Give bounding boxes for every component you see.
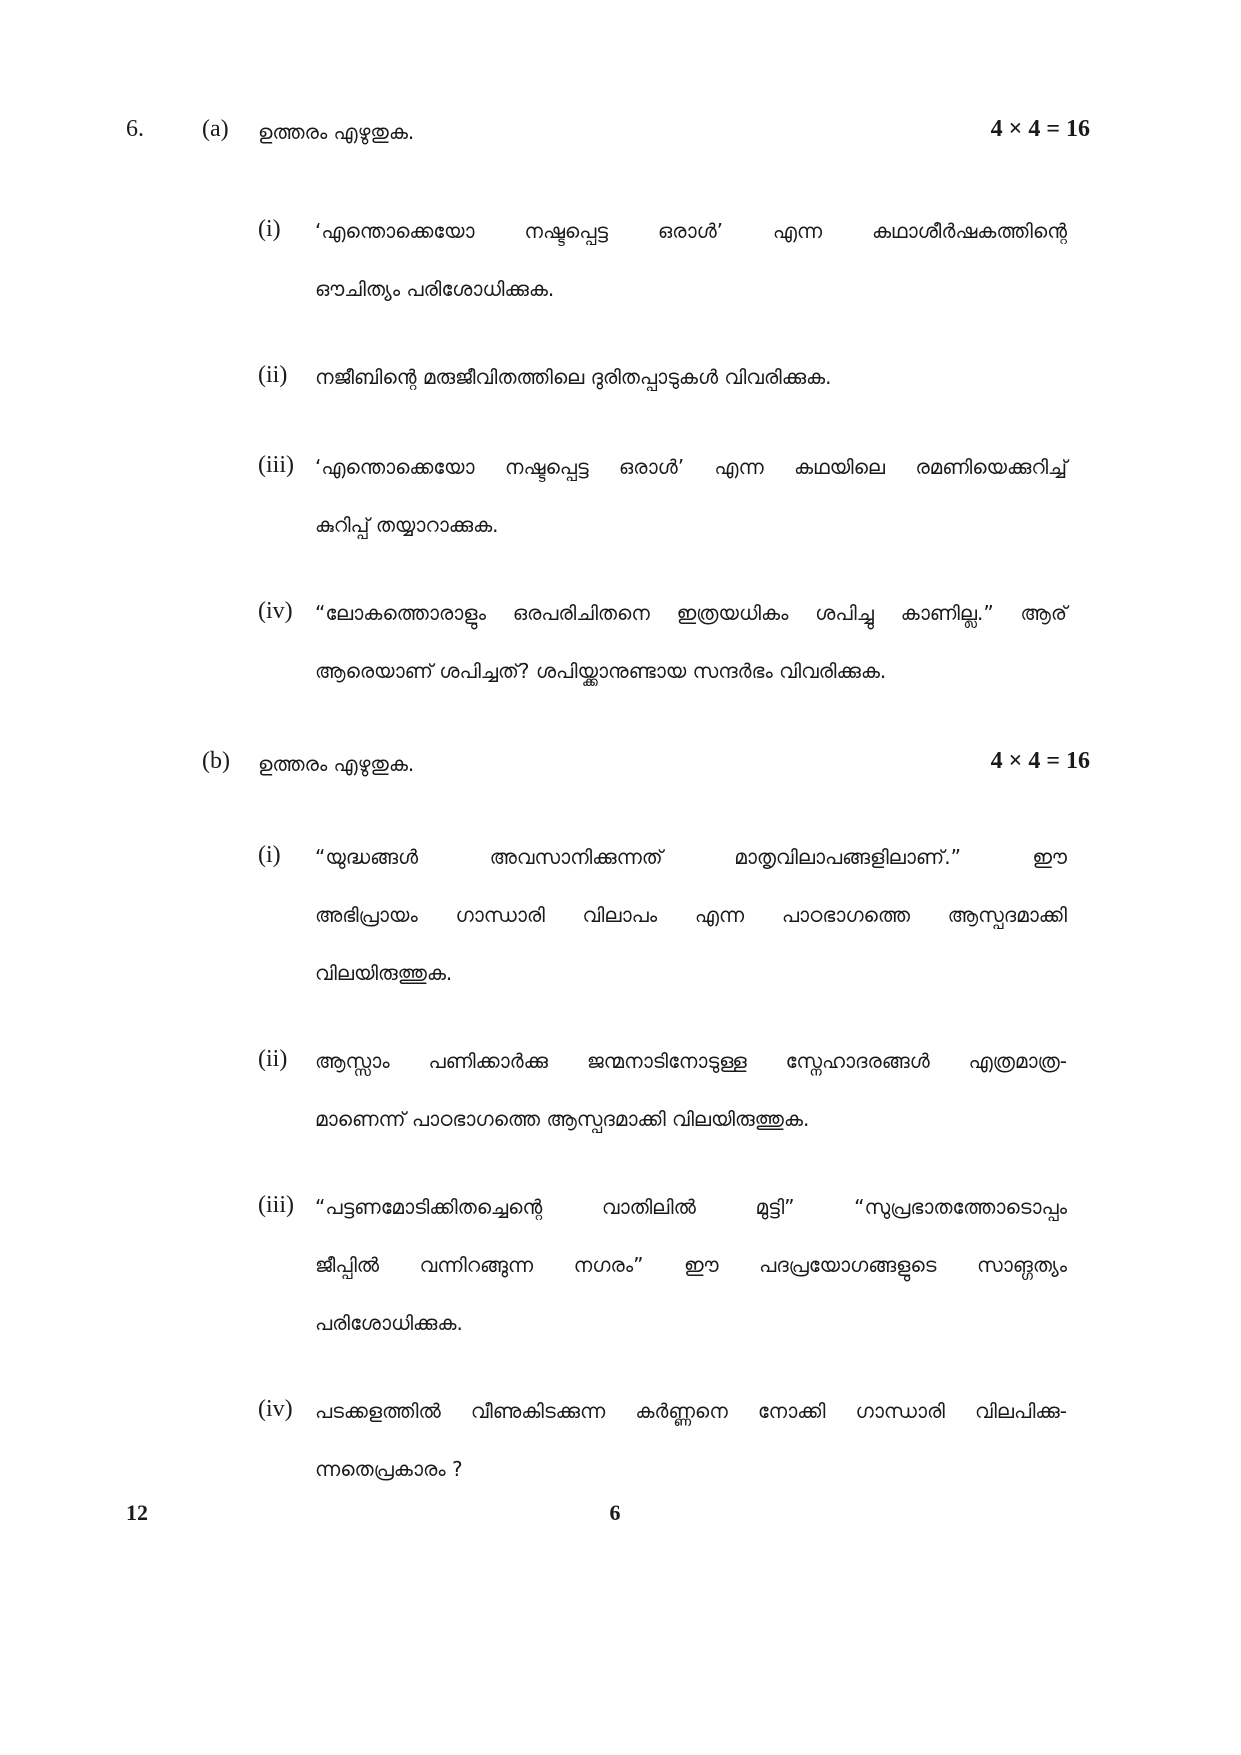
part-b-instruction: ഉത്തരം എഴുതുക. <box>258 752 415 776</box>
item-b-iii-number: (iii) <box>258 1192 294 1218</box>
item-a-iii-line-1: ‘എന്തൊക്കെയോ നഷ്ടപ്പെട്ട ഒരാൾ’ എന്ന കഥയിലെ രമണിയെക്കുറിച്ച് <box>315 455 1067 479</box>
item-b-ii-line-1: ആസ്സാം പണിക്കാർക്കു ജന്മനാടിനോടുള്ള സ്നേഹാദരങ്ങൾ എത്രമാത്ര- <box>315 1049 1067 1073</box>
item-b-i-line-2: അഭിപ്രായം ഗാന്ധാരി വിലാപം എന്ന പാഠഭാഗത്തെ ആസ്പദമാക്കി <box>315 903 1067 927</box>
item-a-iv-line-1: “ലോകത്തൊരാളും ഒരപരിചിതനെ ഇത്രയധികം ശപിച്ചു കാണില്ല.” ആര് <box>315 601 1067 625</box>
part-a-marks: 4 × 4 = 16 <box>990 116 1090 142</box>
item-a-ii-line-1: നജീബിന്റെ മരുജീവിതത്തിലെ ദുരിതപ്പാടുകൾ വിവരിക്കുക. <box>315 365 832 389</box>
part-a-instruction: ഉത്തരം എഴുതുക. <box>258 120 415 144</box>
item-b-iii-line-1: “പട്ടണമോടിക്കിതച്ചെന്റെ വാതിലിൽ മുട്ടി” “സുപ്രഭാതത്തോടൊപ്പം <box>315 1195 1067 1219</box>
part-b-label: (b) <box>202 748 230 774</box>
item-b-iii-line-2: ജീപ്പിൽ വന്നിറങ്ങുന്ന നഗരം” ഈ പദപ്രയോഗങ്ങളുടെ സാങ്ഗത്യം <box>315 1253 1067 1277</box>
item-b-ii-line-2: മാണെന്ന് പാഠഭാഗത്തെ ആസ്പദമാക്കി വിലയിരുത്തുക. <box>315 1107 810 1131</box>
part-a-label: (a) <box>202 116 229 142</box>
part-b-marks: 4 × 4 = 16 <box>990 748 1090 774</box>
item-b-i-number: (i) <box>258 842 281 868</box>
item-a-iii-line-2: കുറിപ്പ് തയ്യാറാക്കുക. <box>315 513 499 537</box>
item-a-iv-line-2: ആരെയാണ് ശപിച്ചത്? ശപിയ്ക്കാനുണ്ടായ സന്ദർഭം വിവരിക്കുക. <box>315 659 887 683</box>
item-b-iv-line-1: പടക്കളത്തിൽ വീണുകിടക്കുന്ന കർണ്ണനെ നോക്കി ഗാന്ധാരി വിലപിക്കു- <box>315 1399 1067 1423</box>
item-a-i-number: (i) <box>258 216 281 242</box>
footer-page-number: 6 <box>609 1500 621 1525</box>
item-a-i-line-1: ‘എന്തൊക്കെയോ നഷ്ടപ്പെട്ട ഒരാൾ’ എന്ന കഥാശീർഷകത്തിന്റെ <box>315 219 1067 243</box>
item-a-i-line-2: ഔചിത്യം പരിശോധിക്കുക. <box>315 277 555 301</box>
item-b-i-line-1: “യുദ്ധങ്ങൾ അവസാനിക്കുന്നത് മാതൃവിലാപങ്ങളിലാണ്.” ഈ <box>315 845 1067 869</box>
item-b-iv-number: (iv) <box>258 1396 293 1422</box>
item-a-iii-number: (iii) <box>258 452 294 478</box>
item-a-iv-number: (iv) <box>258 598 293 624</box>
question-number: 6. <box>126 116 144 142</box>
footer-code: 12 <box>126 1500 148 1525</box>
item-b-i-line-3: വിലയിരുത്തുക. <box>315 961 453 985</box>
item-b-iv-line-2: ന്നതെപ്രകാരം ? <box>315 1457 463 1481</box>
item-b-iii-line-3: പരിശോധിക്കുക. <box>315 1311 463 1335</box>
item-a-ii-number: (ii) <box>258 362 288 388</box>
item-b-ii-number: (ii) <box>258 1046 288 1072</box>
